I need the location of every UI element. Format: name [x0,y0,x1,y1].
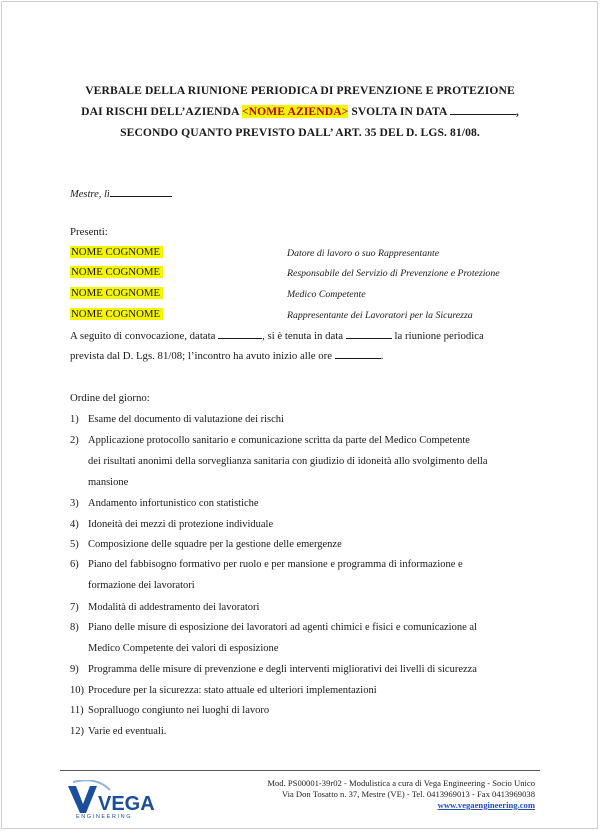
agenda-item-line [70,534,342,555]
attendee-role: Datore di lavoro o suo Rappresentante [287,248,440,259]
agenda-item-text: Idoneità dei mezzi di protezione individuale [88,519,274,530]
agenda-item-text: Medico Competente dei valori di esposizione [88,643,279,654]
agenda-item-text: Applicazione protocollo sanitario e comunicazione scritta da parte del Medico Competente [88,435,470,446]
agenda-item-number: 11) [70,705,84,716]
footer-line-1: Mod. PS00001-39r02 - Modulistica a cura di Vega Engineering - Socio Unico [267,778,535,788]
agenda-item [70,700,269,721]
agenda-item-text: Piano delle misure di esposizione dei lavoratori ad agenti chimici e fisici e comunicazione al [88,622,477,633]
place-date-blank [110,186,172,197]
logo-v-mark [68,786,97,813]
agenda-item-line [70,409,284,430]
title-line-2: DAI RISCHI DELL’AZIENDA <NOME AZIENDA> SVOLTA IN DATA , [81,105,519,118]
attendee-role: Responsabile del Servizio di Prevenzione e Protezione [287,268,500,279]
agenda-item-text: Sopralluogo congiunto nei luoghi di lavoro [88,705,270,716]
agenda-item-number: 5) [70,539,79,550]
agenda-item-text: Programma delle misure di prevenzione e degli interventi migliorativi dei livelli di sicurezza [88,664,477,675]
agenda-item-text: Esame del documento di valutazione dei rischi [88,414,284,425]
agenda-item-number: 4) [70,519,79,530]
agenda-item-line [70,617,477,638]
presenti-label: Presenti: [70,226,108,238]
agenda-item-text: formazione dei lavoratori [88,580,195,591]
agenda-item-line [70,700,269,721]
agenda-item-text: mansione [88,477,129,488]
agenda-item-line [70,514,273,535]
agenda-item-line [70,430,487,451]
attendee-name: NOME COGNOME [70,287,163,299]
attendee-name: NOME COGNOME [70,308,163,320]
logo-text: VEGA [98,793,155,815]
agenda-item [70,493,259,514]
convocation-line-2 [70,346,540,366]
footer-website-link[interactable]: www.vegaengineering.com [437,800,535,810]
attendee-name: NOME COGNOME [70,266,163,278]
title-line-2-pre: DAI RISCHI DELL’AZIENDA [81,105,242,118]
convocation-text: prevista dal D. Lgs. 81/08; l’incontro ha avuto inizio alle ore [70,350,333,362]
agenda-item-number: 3) [70,498,79,509]
agenda-item-text: dei risultati anonimi della sorveglianza sanitaria con giudizio di idoneità allo svolgimento della [88,456,488,467]
place-date [70,186,172,200]
agenda-item-line [70,597,259,618]
agenda-item [70,659,477,680]
agenda-item-line [70,575,463,596]
agenda-item [70,597,259,618]
agenda-item [70,514,273,535]
agenda-label: Ordine del giorno: [70,392,150,404]
convocation-text: la riunione periodica [394,330,484,342]
agenda-item [70,430,487,493]
agenda-item [70,721,166,742]
attendee-role: Rappresentante dei Lavoratori per la Sicurezza [287,310,473,321]
vega-logo [66,780,166,820]
convocation-line-1 [70,326,540,346]
agenda-item [70,680,377,701]
agenda-item-text: Composizione delle squadre per la gestione delle emergenze [88,539,342,550]
date-blank [450,104,516,115]
title-line-3: SECONDO QUANTO PREVISTO DALL’ ART. 35 DEL D. LGS. 81/08. [120,126,480,139]
agenda-item-text: Piano del fabbisogno formativo per ruolo e per mansione e programma di informazione e [88,559,463,570]
title-line-1: VERBALE DELLA RIUNIONE PERIODICA DI PREVENZIONE E PROTEZIONE [85,84,515,97]
agenda-item-line [70,721,166,742]
start-time-blank [335,348,381,359]
footer-info [190,778,535,811]
convocation-text: . [380,350,384,362]
convocation-date-blank [218,328,262,339]
footer-line-2: Via Don Tosatto n. 37, Mestre (VE) - Tel. 0413969013 - Fax 0413969038 [281,789,535,799]
title-line-2-post: SVOLTA IN DATA [348,105,450,118]
agenda-item-line [70,493,259,514]
attendee-name: NOME COGNOME [70,246,163,258]
agenda-item-text: Andamento infortunistico con statistiche [88,498,259,509]
agenda-item-number: 2) [70,435,79,446]
agenda-item [70,534,342,555]
agenda-item-number: 9) [70,664,79,675]
agenda-item-number: 6) [70,559,79,570]
agenda-item-line [70,680,377,701]
agenda-item-number: 1) [70,414,79,425]
agenda-item-line [70,638,477,659]
agenda-item-text: Varie ed eventuali. [88,726,167,737]
agenda-item-line [70,659,477,680]
meeting-date-blank [346,328,392,339]
footer-divider [60,770,540,771]
convocation-text: , si è tenuta in data [262,330,344,342]
agenda-item [70,409,284,430]
agenda-item-number: 12) [70,726,84,737]
agenda-item-text: Modalità di addestramento dei lavoratori [88,602,260,613]
agenda-item-text: Procedure per la sicurezza: stato attuale ed ulteriori implementazioni [88,685,377,696]
logo-subtext: ENGINEERING [76,814,133,820]
agenda-item-line [70,451,487,472]
attendee-role: Medico Competente [287,289,366,300]
agenda-item [70,554,463,596]
agenda-item-number: 7) [70,602,79,613]
place-date-label: Mestre, lì [70,189,110,200]
agenda-item-number: 8) [70,622,79,633]
document-title [60,80,540,143]
convocation-text: A seguito di convocazione, datata [70,330,216,342]
agenda-item-number: 10) [70,685,84,696]
company-name-placeholder: <NOME AZIENDA> [241,105,349,118]
agenda-item-line [70,554,463,575]
agenda-item-line [70,472,487,493]
agenda-item [70,617,477,659]
convocation-paragraph [70,326,540,366]
